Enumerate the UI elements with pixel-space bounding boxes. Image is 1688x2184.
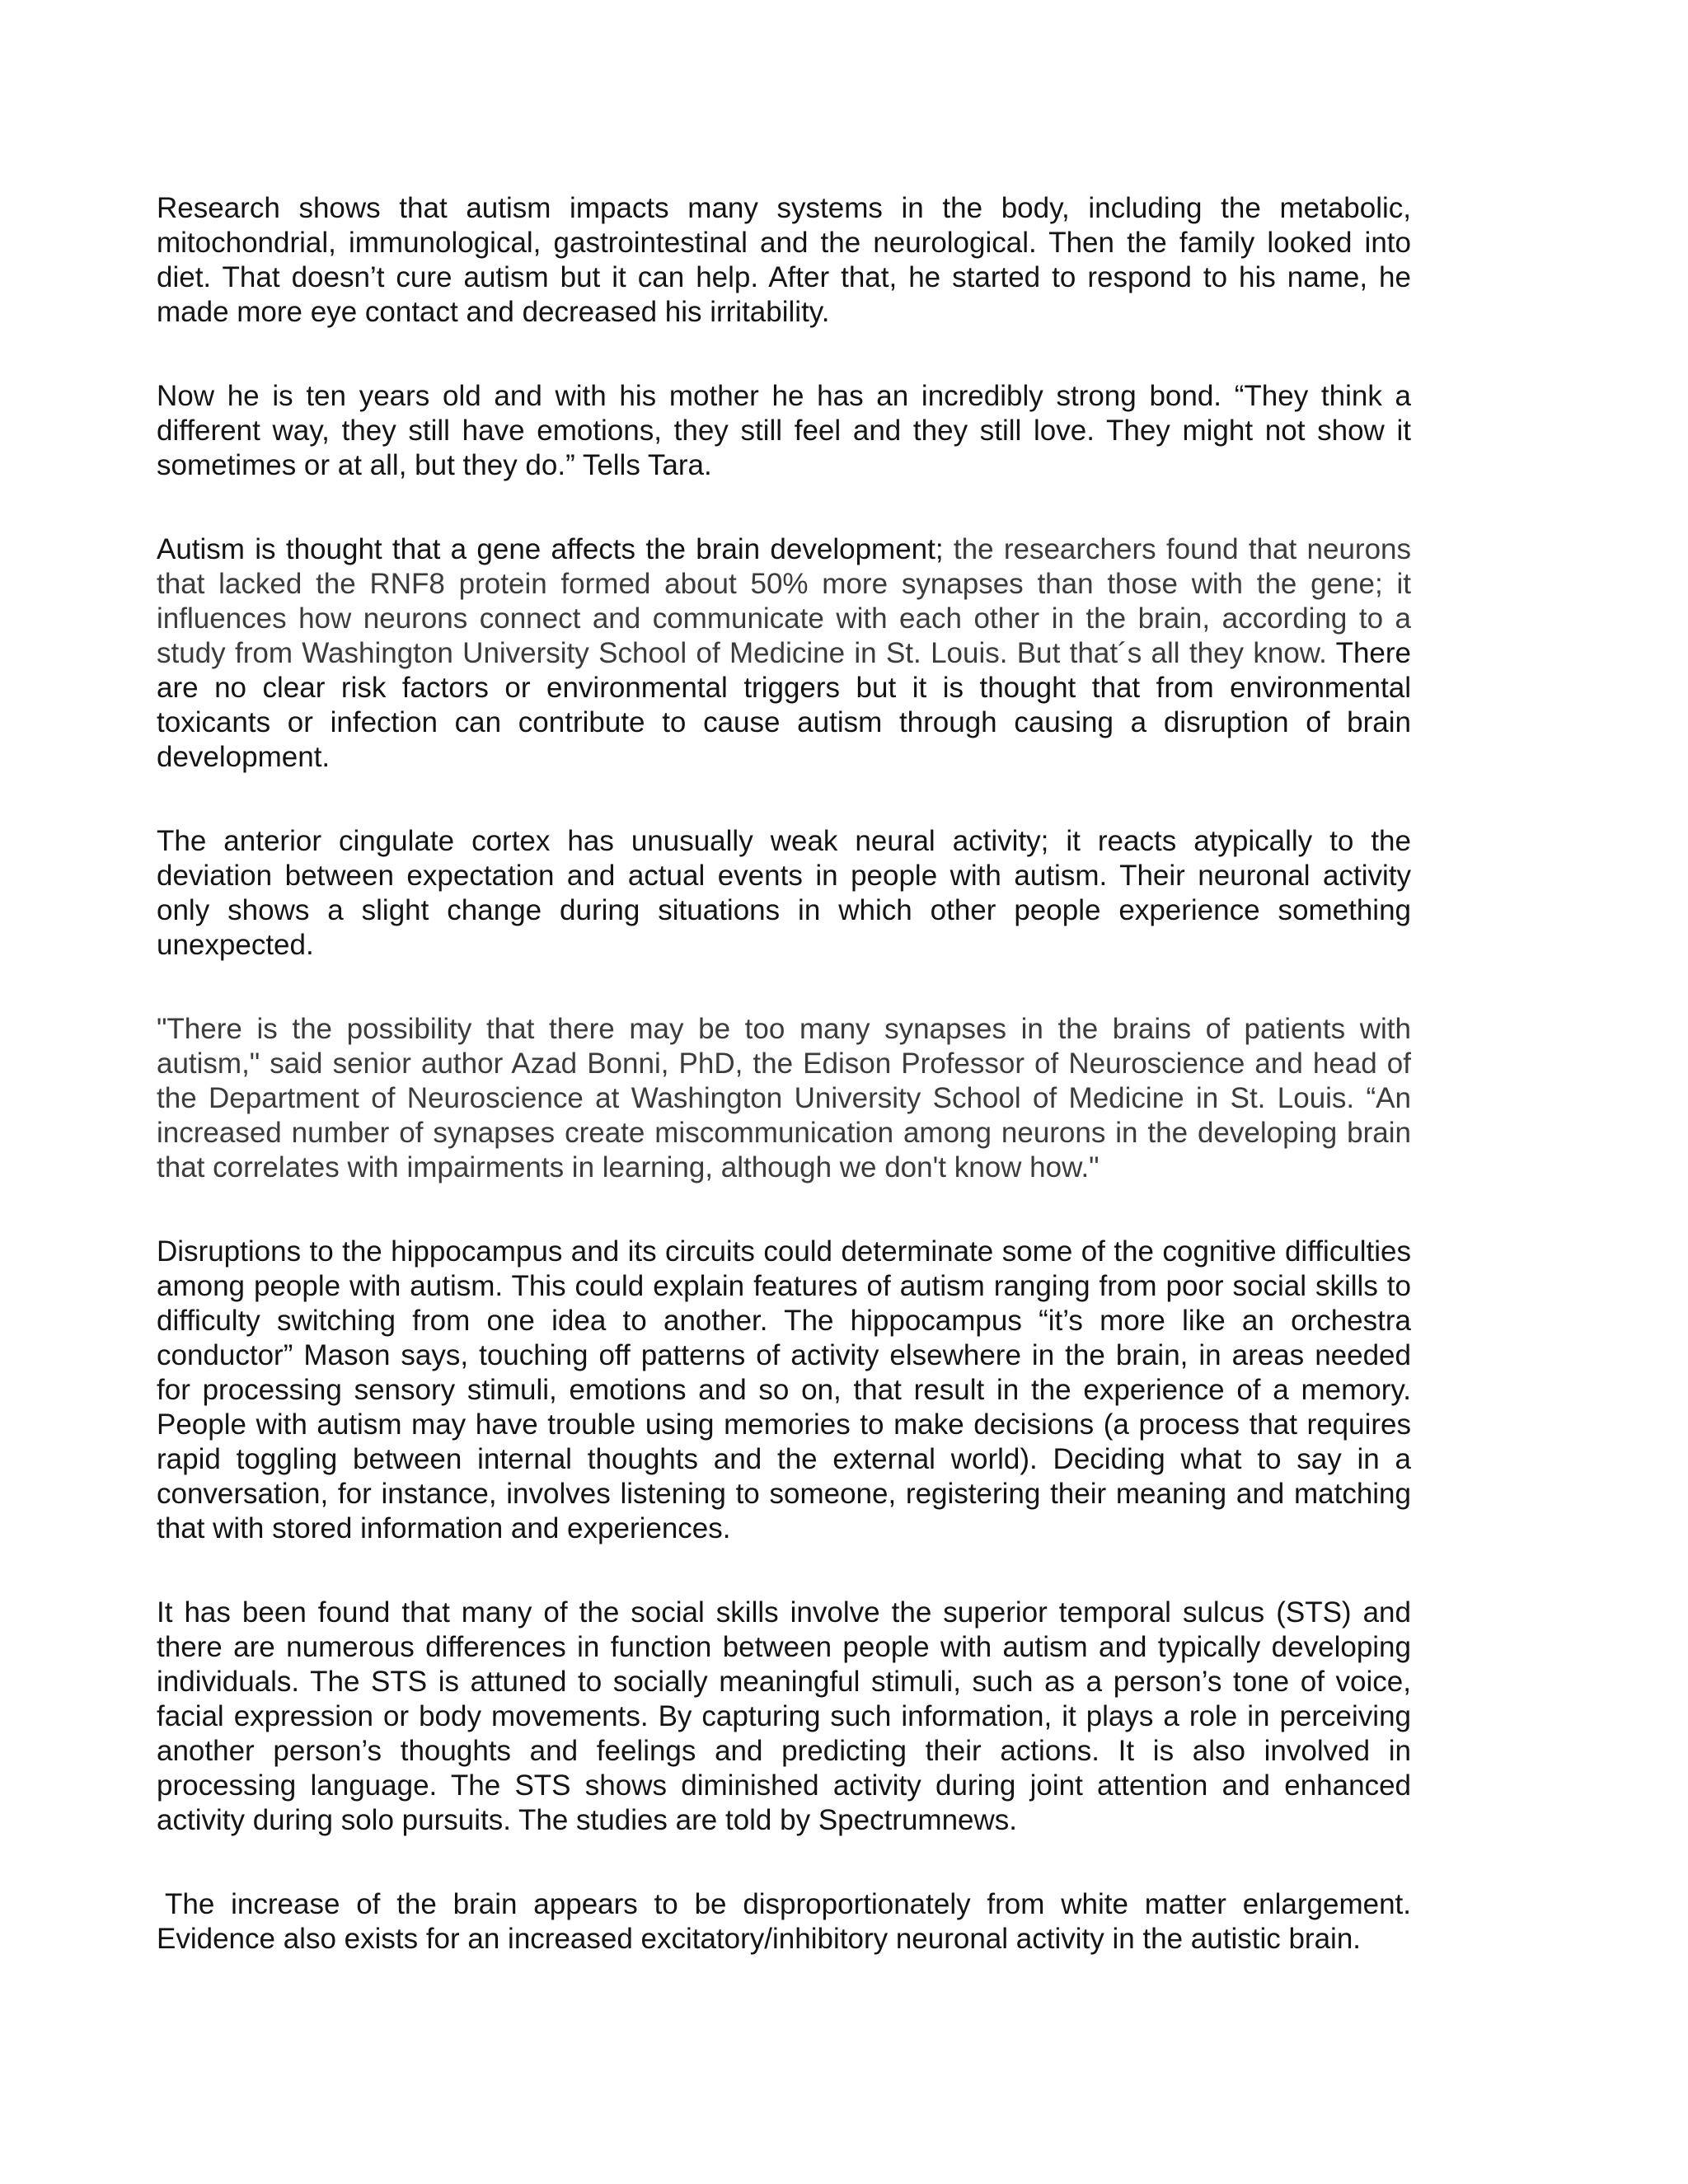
paragraph-bonni-quote: "There is the possibility that there may be too many synapses in the brains of patients with autism," said senior author Azad Bonni, PhD, the Edison Professor of Neuroscience and head of the Department of Neuroscience at Washington University School of Medicine in St. Louis. “An increased number of synapses create miscommunication among neurons in the developing brain that correlates with impairments in learning, although we don't know how." bbox=[157, 1013, 1411, 1183]
paragraph-strong-bond: Now he is ten years old and with his mother he has an incredibly strong bond. “They think a different way, they still have emotions, they still feel and they still love. They might not show it sometimes or at all, but they do.” Tells Tara. bbox=[157, 380, 1411, 481]
paragraph-autism-systems: Research shows that autism impacts many systems in the body, including the metabolic, mitochondrial, immunological, gastrointestinal and the neurological. Then the family looked into diet. That doesn’t cure autism but it can help. After that, he started to respond to his name, he made more eye contact and decreased his irritability. bbox=[157, 192, 1411, 328]
rnf8-study-text: the researchers found that neurons that lacked the RNF8 protein formed about 50% more synapses than those with the gene; it influences how neurons connect and communicate with each other in the brain, according to a study from Washington University School of Medicine in St. Louis. But that´s all they know. bbox=[157, 533, 1412, 669]
paragraph-anterior-cingulate: The anterior cingulate cortex has unusually weak neural activity; it reacts atypically to the deviation between expectation and actual events in people with autism. Their neuronal activity only shows a slight change during situations in which other people experience something unexpected. bbox=[157, 825, 1411, 961]
risk-factors-text: There are no clear risk factors or environmental triggers but it is thought that from environmental toxicants or infection can contribute to cause autism through causing a disruption of brain development. bbox=[157, 637, 1412, 773]
gene-development-lead: Autism is thought that a gene affects the brain development; bbox=[157, 533, 944, 565]
paragraph-white-matter: The increase of the brain appears to be disproportionately from white matter enlargement. Evidence also exists for an increased excitatory/inhibitory neuronal activity in the autistic brain. bbox=[157, 1888, 1411, 1955]
paragraph-hippocampus: Disruptions to the hippocampus and its circuits could determinate some of the cognitive difficulties among people with autism. This could explain features of autism ranging from poor social skills to difficulty switching from one idea to another. The hippocampus “it’s more like an orchestra conductor” Mason says, touching off patterns of activity elsewhere in the brain, in areas needed for processing sensory stimuli, emotions and so on, that result in the experience of a memory. People with autism may have trouble using memories to make decisions (a process that requires rapid toggling between internal thoughts and the external world). Deciding what to say in a conversation, for instance, involves listening to someone, registering their meaning and matching that with stored information and experiences. bbox=[157, 1235, 1411, 1544]
document-body bbox=[157, 191, 1411, 1957]
paragraph-sts: It has been found that many of the social skills involve the superior temporal sulcus (STS) and there are numerous differences in function between people with autism and typically developing individuals. The STS is attuned to socially meaningful stimuli, such as a person’s tone of voice, facial expression or body movements. By capturing such information, it plays a role in perceiving another person’s thoughts and feelings and predicting their actions. It is also involved in processing language. The STS shows diminished activity during joint attention and enhanced activity during solo pursuits. The studies are told by Spectrumnews. bbox=[157, 1596, 1411, 1836]
paragraph-gene-development bbox=[157, 532, 1411, 775]
